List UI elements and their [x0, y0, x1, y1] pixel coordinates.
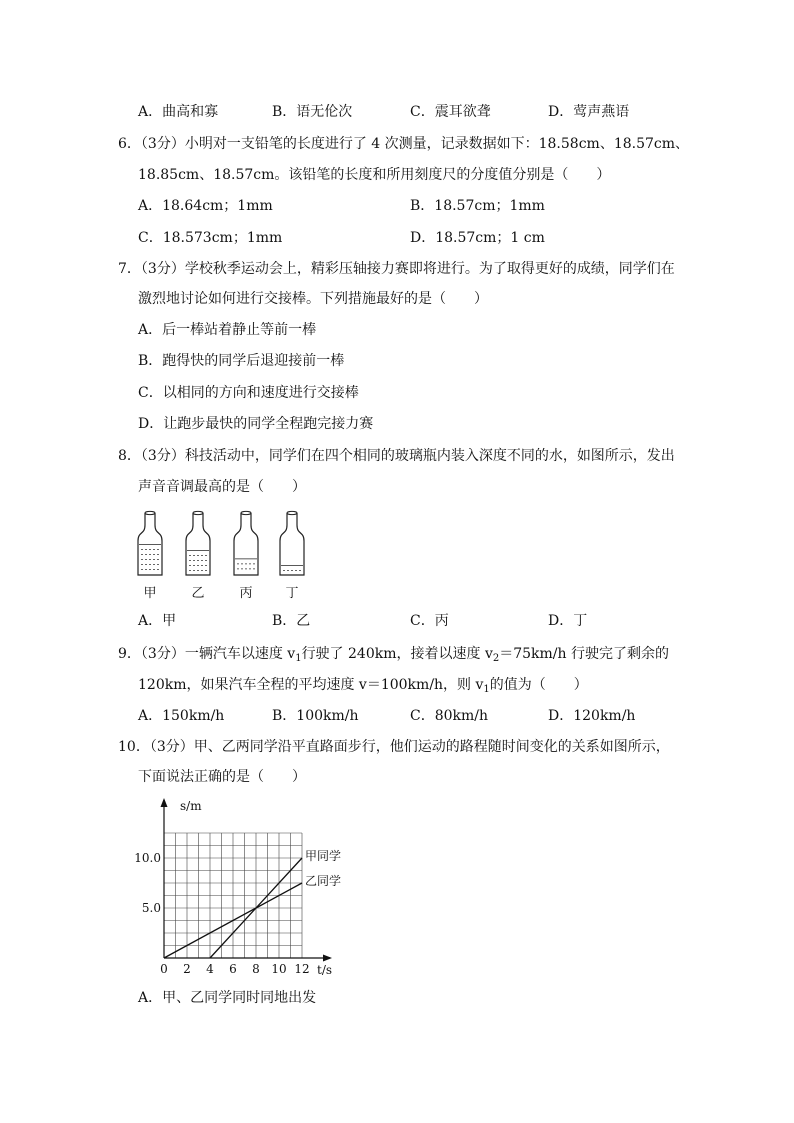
x-tick-label: 6: [229, 962, 237, 976]
q9-option-b: B．100km/h: [272, 708, 359, 724]
bottle-1: [186, 511, 210, 601]
q7-stem-line1: 7．（3分）学校秋季运动会上，精彩压轴接力赛即将进行。为了取得更好的成绩，同学们在: [118, 261, 675, 277]
q7-option-c: C．以相同的方向和速度进行交接棒: [138, 385, 359, 401]
q7-option-d: D．让跑步最快的同学全程跑完接力赛: [138, 416, 374, 432]
q8-option-c: C．丙: [410, 613, 449, 629]
x-tick-label: 10: [271, 962, 287, 976]
q8-stem-line1: 8．（3分）科技活动中，同学们在四个相同的玻璃瓶内装入深度不同的水，如图所示，发出: [118, 448, 675, 464]
q9-stem-line1: 9．（3分）一辆汽车以速度 $v_1$行驶了 240km，接着以速度 $v_2=75km/h$ 行驶完了剩余的: [118, 646, 669, 664]
q6-stem-line1: 6．（3分）小明对一支铅笔的长度进行了 4 次测量，记录数据如下：18.58cm、18.57cm、: [118, 136, 690, 152]
q7-option-a: A．后一棒站着静止等前一棒: [138, 322, 317, 338]
x-tick-label: 8: [252, 962, 260, 976]
q6-option-d: D．18.57cm；1 cm: [410, 230, 545, 246]
q6-option-b: B．18.57cm；1mm: [410, 198, 545, 214]
bottle-label: 丙: [239, 586, 253, 601]
y-tick-label: 5.0: [141, 901, 161, 915]
series-label-0: 甲同学: [305, 849, 342, 863]
x-tick-label: 4: [206, 962, 214, 976]
x-axis-arrow: [323, 955, 332, 962]
q9-option-a: A．150km/h: [138, 708, 225, 724]
bottle-3: [280, 511, 304, 601]
q9-option-c: C．80km/h: [410, 708, 489, 724]
distance-time-chart: [130, 790, 360, 980]
y-axis-label: s/m: [180, 799, 202, 813]
q5-option-a: A．曲高和寡: [138, 104, 219, 120]
bottle-label: 乙: [191, 586, 205, 601]
q6-stem-line2: 18.85cm、18.57cm。该铅笔的长度和所用刻度尺的分度值分别是（ ）: [138, 167, 611, 183]
x-tick-label: 0: [160, 962, 168, 976]
q9-stem-line2: 120km，如果汽车全程的平均速度 v＝100km/h，则 $v_1$的值为（ ）: [138, 677, 588, 695]
q10-stem-line2: 下面说法正确的是（ ）: [138, 769, 306, 785]
q6-option-a: A．18.64cm；1mm: [138, 198, 273, 214]
x-tick-label: 12: [294, 962, 310, 976]
x-axis-label: t/s: [317, 963, 333, 977]
bottle-0: [138, 511, 162, 601]
q7-stem-line2: 激烈地讨论如何进行交接棒。下列措施最好的是（ ）: [138, 291, 488, 307]
q8-stem-line2: 声音音调最高的是（ ）: [138, 479, 306, 495]
q7-option-b: B．跑得快的同学后退迎接前一棒: [138, 353, 345, 369]
q8-option-a: A．甲: [138, 613, 177, 629]
q8-option-b: B．乙: [272, 613, 311, 629]
q9-option-d: D．120km/h: [548, 708, 636, 724]
q10-option-a: A．甲、乙同学同时同地出发: [138, 990, 317, 1006]
series-label-1: 乙同学: [305, 874, 342, 888]
bottle-2: [234, 511, 258, 601]
q8-option-d: D．丁: [548, 613, 588, 629]
y-tick-label: 10.0: [134, 851, 161, 865]
q5-option-d: D．莺声燕语: [548, 104, 630, 120]
q5-option-b: B．语无伦次: [272, 104, 353, 120]
q5-option-c: C．震耳欲聋: [410, 104, 491, 120]
q6-option-c: C．18.573cm；1mm: [138, 230, 283, 246]
bottle-label: 丁: [285, 586, 299, 601]
bottles-figure: [128, 505, 328, 605]
y-axis-arrow: [161, 798, 168, 807]
x-tick-label: 2: [183, 962, 191, 976]
q10-stem-line1: 10．（3分）甲、乙两同学沿平直路面步行，他们运动的路程随时间变化的关系如图所示，: [118, 739, 670, 755]
bottle-label: 甲: [143, 586, 157, 601]
